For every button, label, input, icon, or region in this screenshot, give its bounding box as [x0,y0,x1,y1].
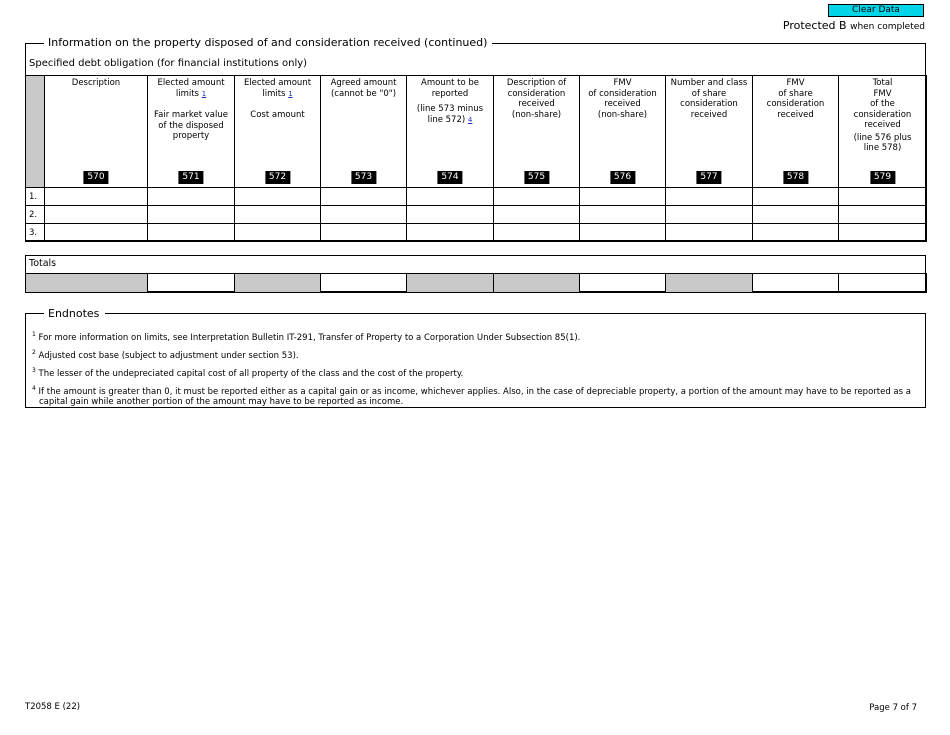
input-576-1[interactable] [580,188,666,206]
endnote-number: 1 [32,331,36,338]
header-text: Elected amount [157,78,225,88]
header-text: received [864,120,901,130]
header-consideration-description [494,76,580,188]
line-572-label: 572 [265,171,290,184]
header-text: Cost amount [250,110,305,120]
header-text: FMV [873,88,892,99]
total-579-input[interactable] [839,274,927,293]
header-text: received [777,109,814,120]
header-agreed-amount [321,76,407,188]
input-577-1[interactable] [666,188,753,206]
input-575-2[interactable] [494,206,580,224]
line-578-label: 578 [783,171,808,184]
row-number: 3. [26,224,45,242]
total-576-input[interactable] [580,274,666,293]
total-573-input[interactable] [321,274,407,293]
protected-suffix: when completed [850,22,925,32]
row-number: 1. [26,188,45,206]
line-574-label: 574 [437,171,462,184]
section-title: Information on the property disposed of and consideration received (continued) [44,36,492,49]
header-text: Elected amount [243,78,312,88]
header-amount-reported [407,76,494,188]
totals-572-disabled [235,274,321,293]
header-text: Amount to be [421,78,479,88]
header-text: consideration [853,109,912,120]
section-subtitle: Specified debt obligation (for financial institutions only) [29,58,308,69]
header-text: (cannot be "0") [330,88,397,99]
header-text: (line 573 minus [416,104,484,114]
input-573-2[interactable] [321,206,407,224]
page-number: Page 7 of 7 [869,703,917,713]
input-579-2[interactable] [839,206,927,224]
header-text: line 572) [427,114,466,125]
input-578-2[interactable] [753,206,839,224]
input-571-2[interactable] [148,206,235,224]
header-text: consideration [766,99,825,109]
input-576-3[interactable] [580,224,666,242]
input-572-1[interactable] [235,188,321,206]
header-text: of the [870,99,895,109]
property-table [25,75,927,242]
input-578-3[interactable] [753,224,839,242]
header-elected-fmv [148,76,235,188]
endnote-text: For more information on limits, see Interpretation Bulletin IT-291, Transfer of Property to a Corporation Under Subsection 85(1). [38,332,581,343]
input-573-3[interactable] [321,224,407,242]
header-text: Description [71,78,121,88]
totals-row [26,274,927,293]
property-disposed-section [25,36,926,241]
header-text: property [172,131,210,141]
input-572-2[interactable] [235,206,321,224]
input-571-1[interactable] [148,188,235,206]
line-573-label: 573 [351,171,376,184]
line-570-label: 570 [83,171,108,184]
header-text: received [690,109,728,120]
header-text: of the disposed [158,120,224,131]
header-text: (non-share) [597,109,648,120]
endnote-number: 2 [32,349,36,356]
header-text: Fair market value [154,110,228,120]
header-text: Total [872,78,893,88]
totals-577-disabled [666,274,753,293]
input-579-3[interactable] [839,224,927,242]
header-text: FMV [613,78,632,88]
endnote-3 [32,366,463,379]
clear-data-button[interactable]: Clear Data [828,4,924,17]
endnote-number: 4 [32,385,36,392]
footnote-1-link[interactable]: 1 [201,89,207,98]
header-spacer [26,76,45,188]
input-578-1[interactable] [753,188,839,206]
totals-label: Totals [29,258,57,269]
table-row [26,224,927,242]
header-text: consideration [507,88,566,99]
line-575-label: 575 [524,171,549,184]
header-text: (non-share) [511,109,562,120]
header-text: (line 576 plus [853,132,912,143]
header-text: line 578) [863,143,902,153]
header-text: of share [691,88,727,99]
input-574-2[interactable] [407,206,494,224]
protected-label [783,19,925,32]
endnote-number: 3 [32,367,36,374]
protected-main: Protected B [782,19,847,32]
header-text: reported [431,88,469,99]
header-text: received [604,99,641,109]
line-579-label: 579 [870,171,895,184]
header-share-class [666,76,753,188]
header-fmv-share [753,76,839,188]
input-577-2[interactable] [666,206,753,224]
header-text: of consideration [588,88,657,99]
totals-575-disabled [494,274,580,293]
input-571-3[interactable] [148,224,235,242]
header-text: limits [175,88,199,99]
header-fmv-non-share [580,76,666,188]
header-text: limits [262,88,286,99]
endnote-2 [32,348,299,361]
header-elected-cost [235,76,321,188]
header-text: of share [778,88,813,99]
form-identifier: T2058 E (22) [25,702,81,712]
table-row [26,188,927,206]
line-576-label: 576 [610,171,635,184]
row-number: 2. [26,206,45,224]
header-text: FMV [786,78,805,88]
header-text: Number and class [670,78,748,88]
header-text: Description of [506,78,567,88]
line-577-label: 577 [696,171,721,184]
totals-570-disabled [26,274,148,293]
input-577-3[interactable] [666,224,753,242]
totals-574-disabled [407,274,494,293]
endnotes-title: Endnotes [44,307,105,320]
input-574-3[interactable] [407,224,494,242]
footnote-1-link[interactable]: 1 [288,89,293,98]
line-571-label: 571 [178,171,203,184]
input-575-3[interactable] [494,224,580,242]
input-576-2[interactable] [580,206,666,224]
endnote-text: If the amount is greater than 0, it must be reported either as a capital gain or as income, whichever applies. Also, in the case of depreciable property, a portion of the amount may have to be reported as a capital gain while another portion of the amount may have to be reported as income. [38,386,911,407]
header-text: consideration [680,99,738,109]
header-text: Agreed amount [330,78,397,88]
header-description [45,76,148,188]
endnotes-section [25,307,926,408]
input-574-1[interactable] [407,188,494,206]
header-total-fmv [839,76,927,188]
input-570-3[interactable] [45,224,148,242]
input-575-1[interactable] [494,188,580,206]
input-572-3[interactable] [235,224,321,242]
endnote-1 [32,330,580,343]
totals-section [25,255,926,292]
input-579-1[interactable] [839,188,927,206]
total-578-input[interactable] [753,274,839,293]
endnote-text: The lesser of the undepreciated capital cost of all property of the class and the cost of the property. [38,368,464,379]
endnote-text: Adjusted cost base (subject to adjustment under section 53). [38,350,299,361]
table-row [26,206,927,224]
header-text: received [518,99,555,109]
totals-table [25,273,927,293]
endnote-4 [32,384,919,407]
input-570-1[interactable] [45,188,148,206]
footnote-4-link[interactable]: 4 [467,115,473,124]
input-573-1[interactable] [321,188,407,206]
input-570-2[interactable] [45,206,148,224]
total-571-input[interactable] [148,274,235,293]
table-header-row [26,76,927,188]
